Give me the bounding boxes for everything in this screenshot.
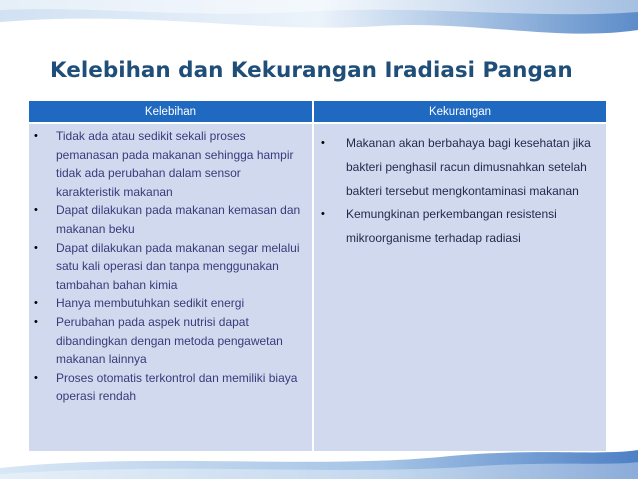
bullet-icon: •	[34, 297, 38, 310]
list-item	[32, 294, 308, 313]
kekurangan-list	[319, 132, 600, 251]
bullet-icon: •	[34, 130, 38, 142]
list-item	[32, 369, 308, 406]
table-body-row	[29, 122, 606, 451]
kelebihan-cell	[29, 122, 314, 451]
bullet-icon: •	[321, 208, 325, 221]
list-item	[32, 127, 308, 201]
kekurangan-cell	[314, 122, 606, 451]
kelebihan-list	[32, 127, 308, 406]
list-item	[32, 313, 308, 369]
bullet-icon: •	[34, 241, 38, 254]
slide-title: Kelebihan dan Kekurangan Iradiasi Pangan	[50, 58, 573, 83]
list-item-text: Kemungkinan perkembangan resistensi mikroorganisme terhadap radiasi	[346, 207, 557, 246]
bullet-icon: •	[34, 315, 38, 328]
list-item-text: Dapat dilakukan pada makanan kemasan dan makanan beku	[56, 203, 301, 236]
list-item	[32, 239, 308, 295]
list-item-text: Tidak ada atau sedikit sekali proses pemanasan pada makanan sehingga hampir tidak ada perubahan dalam sensor karakteristik makanan	[56, 129, 294, 199]
bullet-icon: •	[34, 204, 38, 217]
header-kekurangan: Kekurangan	[314, 101, 606, 122]
list-item-text: Hanya membutuhkan sedikit energi	[56, 296, 245, 311]
comparison-table	[29, 101, 606, 451]
list-item-text: Proses otomatis terkontrol dan memiliki biaya operasi rendah	[56, 370, 298, 404]
list-item	[319, 203, 600, 251]
list-item-text: Dapat dilakukan pada makanan segar melalui satu kali operasi dan tanpa menggunakan tambahan bahan kimia	[56, 240, 300, 292]
bullet-icon: •	[34, 371, 38, 384]
bullet-icon: •	[321, 137, 325, 149]
list-item	[319, 132, 600, 203]
header-kelebihan: Kelebihan	[29, 101, 314, 122]
table-header-row	[29, 101, 606, 122]
list-item-text: Makanan akan berbahaya bagi kesehatan jika bakteri penghasil racun dimusnahkan setelah bakteri tersebut mengkontaminasi makanan	[346, 136, 591, 198]
list-item	[32, 201, 308, 238]
list-item-text: Perubahan pada aspek nutrisi dapat dibandingkan dengan metoda pengawetan makanan lainnya	[56, 314, 283, 367]
